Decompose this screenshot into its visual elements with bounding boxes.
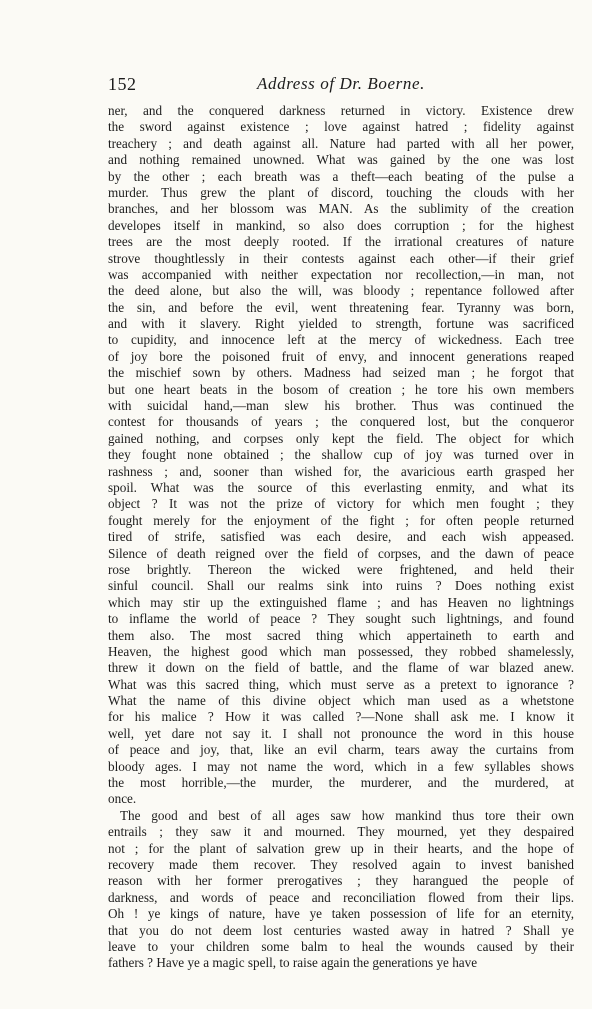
text-line: reason with her former prerogatives ; they harangued the people of [108, 873, 574, 889]
text-line: well, yet dare not say it. I shall not pronounce the word in this house [108, 725, 574, 741]
text-line: entrails ; they saw it and mourned. They mourned, yet they despaired [108, 824, 574, 840]
text-line: but one heart beats in the bosom of creation ; he tore his own members [108, 381, 574, 397]
text-line: bloody ages. I may not name the word, which in a few syllables shows [108, 758, 574, 774]
text-line: darkness, and words of peace and reconciliation flowed from their lips. [108, 889, 574, 905]
text-line: leave to your children some balm to heal the wounds caused by their [108, 938, 574, 954]
text-line: which may stir up the extinguished flame ; and has Heaven no lightnings [108, 594, 574, 610]
text-line: contest for thousands of years ; the conquered lost, but the conqueror [108, 414, 574, 430]
text-line: the most horrible,—the murder, the murderer, and the murdered, at [108, 775, 574, 791]
text-line: by the other ; each breath was a theft—each beating of the pulse a [108, 168, 574, 184]
text-line: of peace and joy, that, like an evil charm, tears away the curtains from [108, 742, 574, 758]
paragraph [108, 808, 574, 972]
text-line: object ? It was not the prize of victory for which men fought ; they [108, 496, 574, 512]
text-line: ner, and the conquered darkness returned in victory. Existence drew [108, 103, 574, 118]
text-line: tired of strife, satisfied was each desire, and each wish appeased. [108, 529, 574, 545]
text-line: the mischief sown by others. Madness had seized man ; he forgot that [108, 365, 574, 381]
text-line: once. [108, 791, 137, 807]
text-line: for his malice ? How it was called ?—None shall ask me. I know it [108, 709, 574, 725]
text-line: murder. Thus grew the plant of discord, touching the clouds with her [108, 184, 574, 200]
text-line: branches, and her blossom was MAN. As the sublimity of the creation [108, 201, 574, 217]
text-line: and with it slavery. Right yielded to strength, fortune was sacrificed [108, 316, 574, 332]
text-line: Heaven, the highest good which man possessed, they robbed shamelessly, [108, 643, 574, 659]
running-title: Address of Dr. Boerne. [257, 74, 425, 93]
text-line: they fought none obtained ; the shallow cup of joy was turned over in [108, 447, 574, 463]
text-line: fathers ? Have ye a magic spell, to raise again the generations ye have [108, 955, 478, 971]
text-line: spoil. What was the source of this everlasting enmity, and what its [108, 479, 574, 495]
text-line: not ; for the plant of salvation grew up in their hearts, and the hope of [108, 840, 574, 856]
page-header [108, 74, 574, 98]
text-line: threw it down on the field of battle, and the flame of war blazed anew. [108, 660, 574, 676]
text-line: trees are the most deeply rooted. If the irrational creatures of nature [108, 234, 574, 250]
text-line: rose brightly. Thereon the wicked were frightened, and held their [108, 561, 574, 577]
text-line: treachery ; and death against all. Nature had parted with all her power, [108, 135, 574, 151]
text-line: The good and best of all ages saw how mankind thus tore their own [120, 807, 574, 823]
text-line: strove thoughtlessly in their contests against each other—if their grief [108, 250, 574, 266]
text-line: to cupidity, and innocence left at the mercy of wickedness. Each tree [108, 332, 574, 348]
paragraph [108, 103, 574, 808]
text-line: Silence of death reigned over the field of corpses, and the dawn of peace [108, 545, 574, 561]
text-line: gained nothing, and corpses only kept the field. The object for which [108, 430, 574, 446]
text-line: of joy bore the poisoned fruit of envy, and innocent generations reaped [108, 348, 574, 364]
text-line: sinful council. Shall our realms sink into ruins ? Does nothing exist [108, 578, 574, 594]
text-line: to inflame the world of peace ? They sought such lightnings, and found [108, 611, 574, 627]
text-line: rashness ; and, sooner than wished for, the avaricious earth grasped her [108, 463, 574, 479]
text-line: Oh ! ye kings of nature, have ye taken possession of life for an eternity, [108, 906, 574, 922]
text-line: that you do not deem lost centuries wasted away in hatred ? Shall ye [108, 922, 574, 938]
text-line: the sin, and before the evil, went threatening fear. Tyranny was born, [108, 299, 574, 315]
text-line: was accompanied with neither expectation nor recollection,—in man, not [108, 266, 574, 282]
text-line: What was this sacred thing, which must serve as a pretext to ignorance ? [108, 676, 574, 692]
text-line: What the name of this divine object which man used as a whetstone [108, 693, 574, 709]
text-line: recovery made them recover. They resolved again to invest banished [108, 856, 574, 872]
text-line: the deed alone, but also the will, was bloody ; repentance followed after [108, 283, 574, 299]
body-text [108, 103, 574, 972]
text-line: developes itself in mankind, so also does corruption ; for the highest [108, 217, 574, 233]
text-line: fought merely for the enjoyment of the fight ; for often people returned [108, 512, 574, 528]
text-line: the sword against existence ; love against hatred ; fidelity against [108, 119, 574, 135]
text-line: and nothing remained unowned. What was gained by the one was lost [108, 152, 574, 168]
page-number: 152 [108, 74, 137, 94]
text-line: with suicidal hand,—man slew his brother. Thus was continued the [108, 398, 574, 414]
text-line: them also. The most sacred thing which appertaineth to earth and [108, 627, 574, 643]
